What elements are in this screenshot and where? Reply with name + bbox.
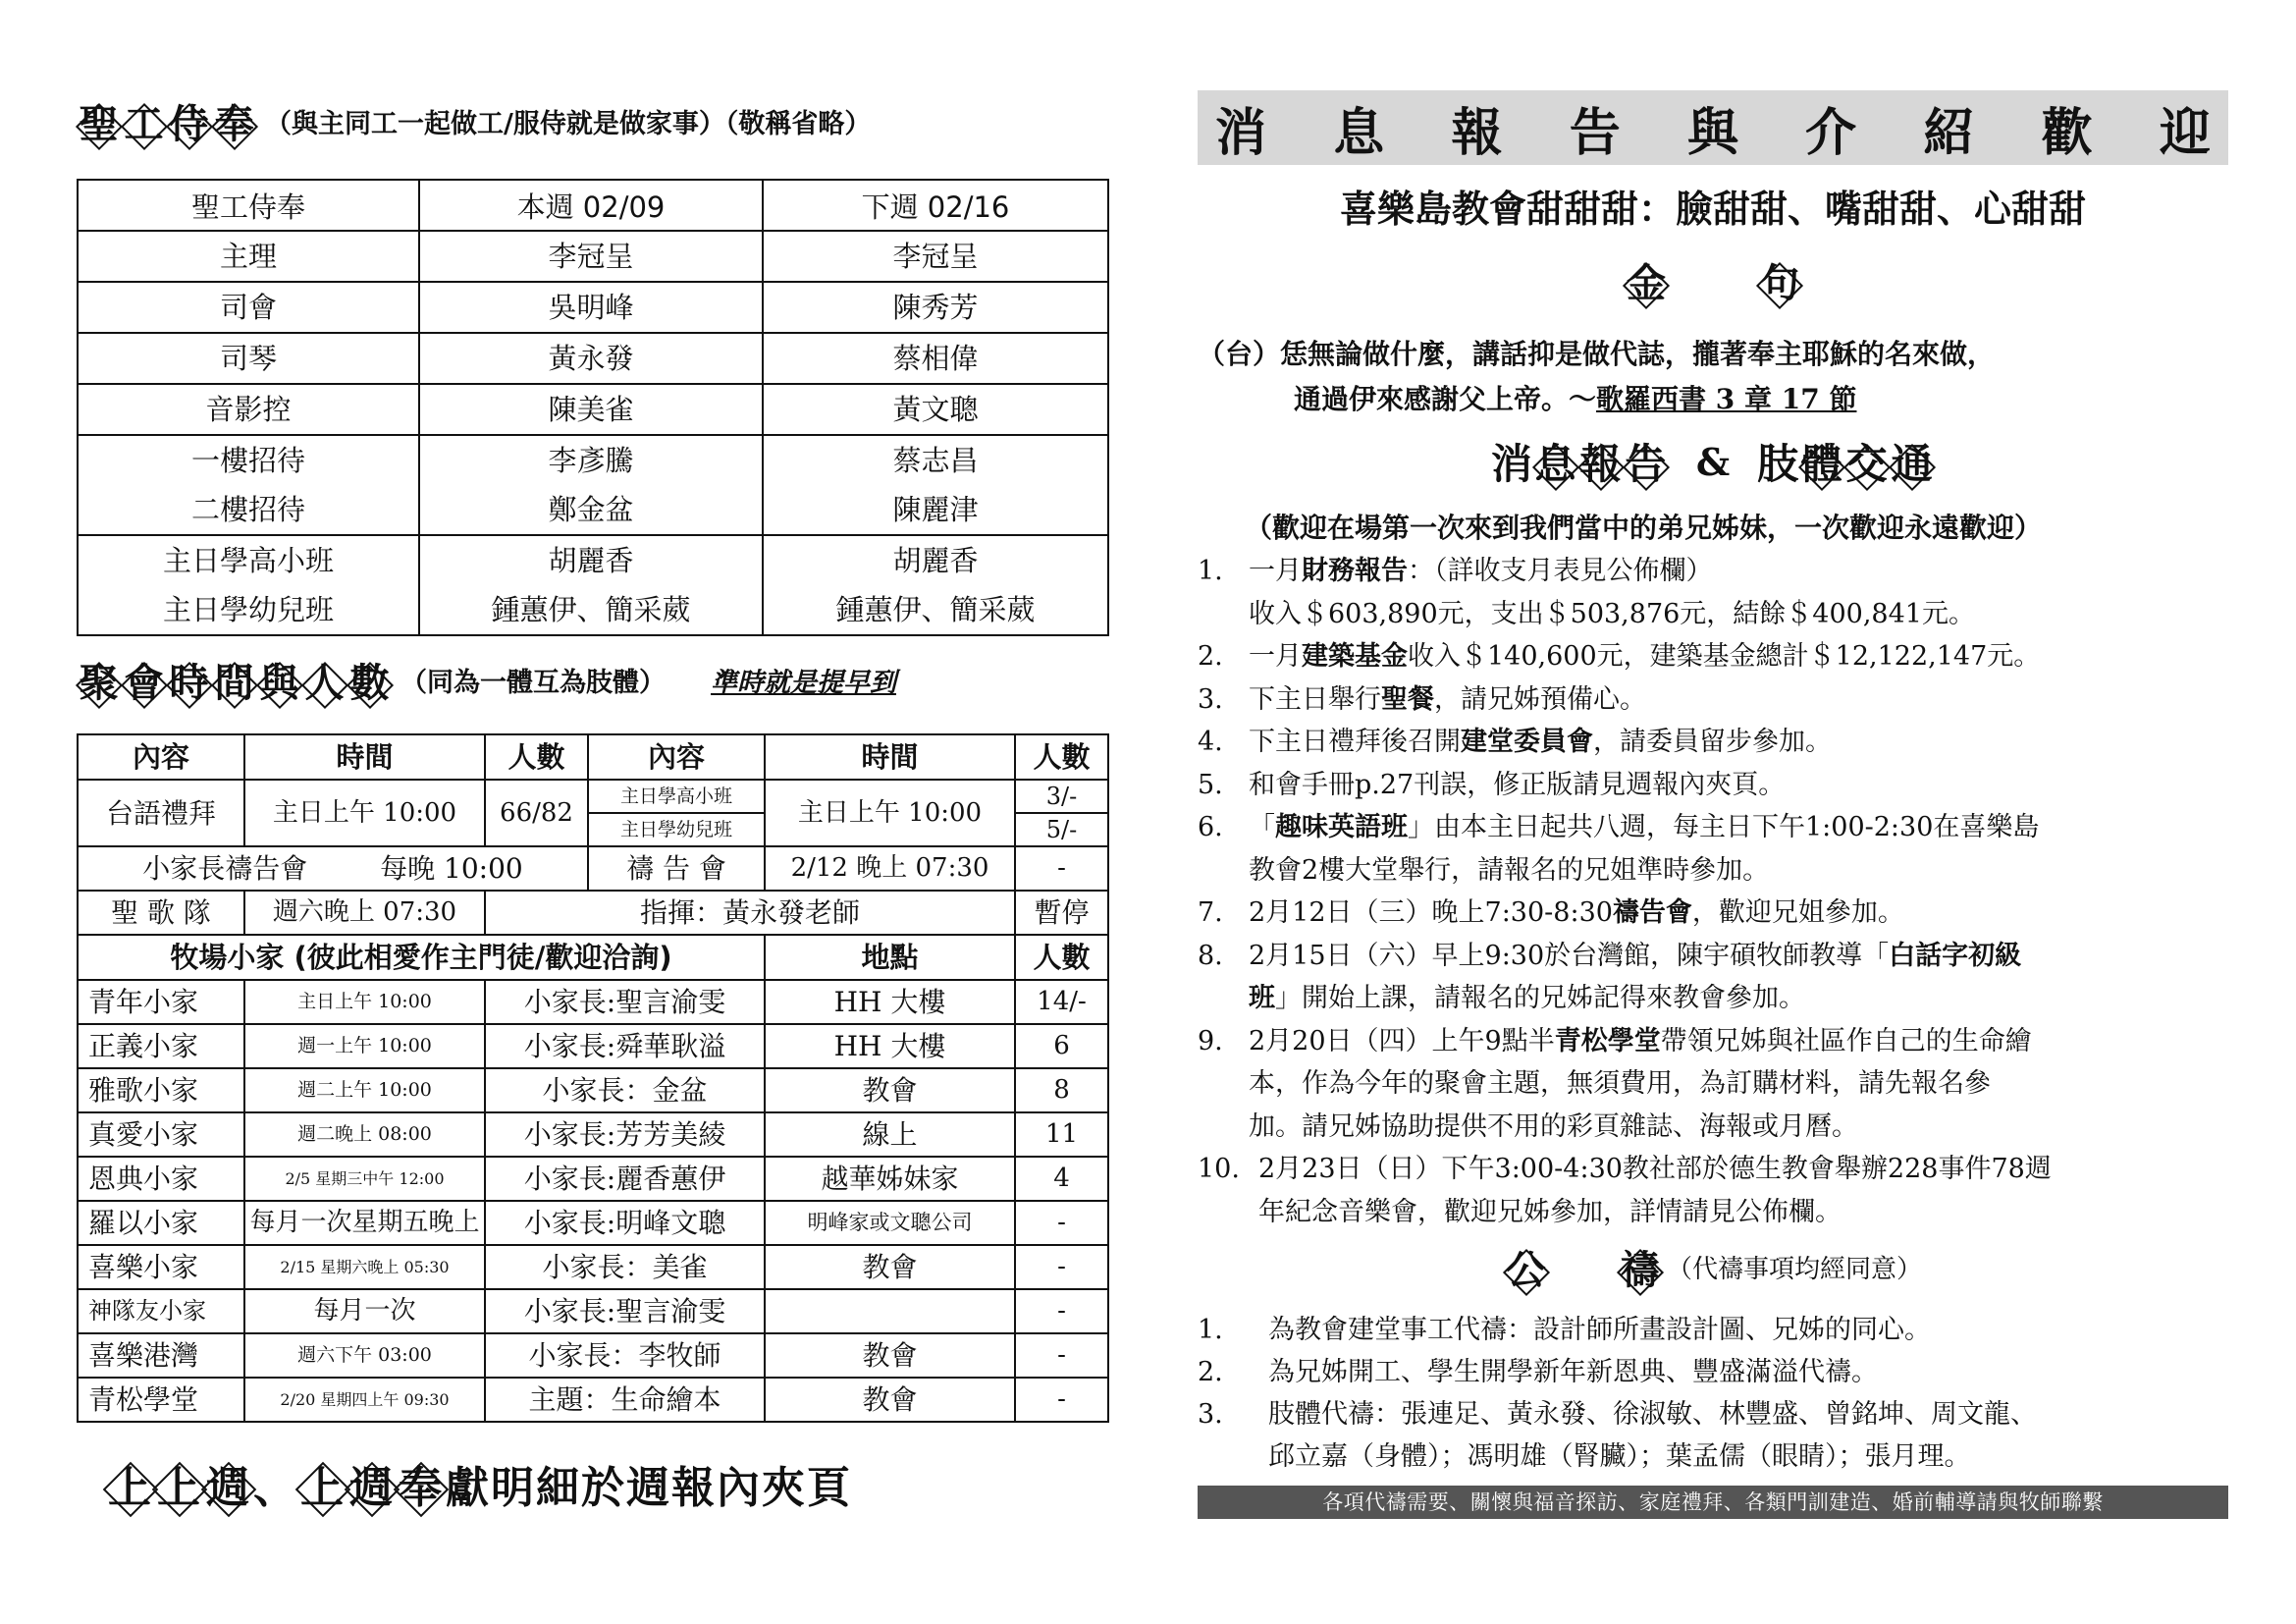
news-segment: 收入＄140,600元，建築基金總計＄12,122,147元。 — [1408, 641, 2041, 672]
verse-reference: 歌羅西書 3 章 17 節 — [1596, 383, 1857, 415]
news-banner — [1198, 90, 2228, 165]
news-item — [1198, 935, 2228, 1020]
group-count: - — [1015, 1378, 1108, 1422]
news-segment: 和會手冊p.27刊誤，修正版請見週報內夾頁。 — [1249, 769, 1786, 800]
news-segment: 加。請兄姊協助提供不用的彩頁雜誌、海報或月曆。 — [1249, 1110, 1858, 1142]
group-leader: 小家長:明峰文聰 — [485, 1201, 765, 1245]
group-header-place: 地點 — [765, 935, 1015, 980]
news-line — [1258, 1191, 2228, 1234]
news-title-b-char: 交 — [1844, 432, 1890, 491]
news-emphasis: 建築基金 — [1302, 641, 1408, 672]
worship-count: 66/82 — [485, 780, 588, 846]
service-title-char: 侍 — [167, 93, 212, 149]
prayer-line: 為兄姊開工、學生開學新年新恩典、豐盛滿溢代禱。 — [1268, 1357, 1878, 1387]
group-row — [78, 1068, 1108, 1112]
service-header-role: 聖工侍奉 — [78, 180, 419, 231]
offering-note-char: 報 — [671, 1463, 717, 1513]
news-emphasis: 白話字初級 — [1889, 940, 2022, 971]
news-line — [1249, 721, 2228, 764]
group-row — [78, 1112, 1108, 1157]
news-item — [1198, 806, 2228, 892]
news-text — [1258, 1148, 2228, 1233]
news-emphasis: 趣味英語班 — [1275, 812, 1408, 842]
news-line — [1249, 806, 2228, 849]
service-row — [78, 231, 1108, 282]
golden-verse-char: 金 — [1624, 252, 1669, 308]
banner-char: 消 — [1215, 102, 1267, 163]
news-list — [1198, 550, 2228, 1233]
news-emphasis: 青松學堂 — [1554, 1025, 1661, 1056]
meeting-heading — [77, 652, 1107, 708]
choir-name: 聖 歌 隊 — [78, 891, 244, 935]
meeting-title-char: 會 — [122, 652, 167, 708]
group-name: 正義小家 — [78, 1024, 244, 1068]
offering-note-char: 、 — [253, 1463, 298, 1513]
group-name: 真愛小家 — [78, 1112, 244, 1157]
prayer-title-char: 禱 — [1618, 1239, 1663, 1295]
group-name: 神隊友小家 — [78, 1289, 244, 1333]
prayer-list — [1198, 1309, 2228, 1478]
news-emphasis: 禱告會 — [1612, 897, 1692, 928]
news-item — [1198, 721, 2228, 764]
service-this-week: 吳明峰 — [419, 282, 763, 333]
meeting-header-time: 時間 — [244, 734, 485, 780]
news-title-b-char: 肢 — [1757, 440, 1800, 488]
banner-char: 息 — [1333, 102, 1385, 163]
sunday-class-2: 主日學幼兒班 — [588, 813, 765, 846]
group-place: HH 大樓 — [765, 1024, 1015, 1068]
prayer-number: 3. — [1198, 1399, 1223, 1430]
banner-char: 與 — [1686, 102, 1738, 163]
meeting-title-char: 數 — [347, 652, 393, 708]
meeting-table — [77, 733, 1109, 1423]
sunday-school-this-week: 胡麗香 鍾蕙伊、簡采葳 — [419, 535, 763, 635]
service-this-week: 陳美雀 — [419, 384, 763, 435]
offering-note-char: 獻 — [446, 1463, 491, 1513]
news-title-b-char: 通 — [1890, 432, 1935, 491]
group-leader: 小家長:麗香蕙伊 — [485, 1157, 765, 1201]
group-place: HH 大樓 — [765, 980, 1015, 1024]
meeting-title-char: 與 — [257, 652, 302, 708]
group-time: 2/20 星期四上午 09:30 — [244, 1378, 485, 1422]
news-segment: 」開始上課，請報名的兄姊記得來教會參加。 — [1275, 983, 1805, 1013]
group-row — [78, 1333, 1108, 1378]
meeting-title-char: 時 — [167, 652, 212, 708]
news-item — [1198, 550, 2228, 635]
banner-char: 報 — [1451, 102, 1503, 163]
verse-line-1: （台）恁無論做什麼，講話抑是做代誌，攏著奉主耶穌的名來做， — [1198, 338, 1996, 370]
group-header-title: 牧場小家 (彼此相愛作主門徒/歡迎洽詢) — [78, 935, 765, 980]
group-name: 喜樂小家 — [78, 1245, 244, 1289]
offering-note-char: 於 — [581, 1463, 626, 1513]
news-line — [1258, 1148, 2228, 1191]
news-line — [1249, 635, 2228, 678]
news-segment: 」由本主日起共八週，每主日下午1:00-2:30在喜樂島 — [1408, 812, 2040, 842]
offering-note-char: 夾 — [762, 1463, 807, 1513]
news-title-a-char: 消 — [1490, 440, 1533, 488]
news-item — [1198, 678, 2228, 722]
news-item — [1198, 892, 2228, 935]
ushers-next-week: 蔡志昌 陳麗津 — [763, 435, 1108, 535]
meeting-note: （同為一體互為肢體） — [400, 668, 666, 698]
news-segment: 2月12日（三）晚上7:30-8:30 — [1249, 897, 1613, 928]
banner-char: 歡 — [2041, 102, 2093, 163]
offering-note-char: 上 — [106, 1452, 155, 1515]
service-next-week: 陳秀芳 — [763, 282, 1108, 333]
banner-char: 紹 — [1923, 102, 1975, 163]
golden-verse-title — [1198, 252, 2228, 308]
group-leader: 小家長:聖言渝雯 — [485, 1289, 765, 1333]
news-segment: 下主日舉行 — [1249, 683, 1381, 715]
news-number: 5. — [1198, 769, 1223, 800]
sunday-class-1-count: 3/- — [1015, 780, 1108, 813]
news-segment: ，歡迎兄姐參加。 — [1691, 897, 1904, 928]
offering-note-char: 奉 — [397, 1452, 446, 1515]
news-segment: 教會2樓大堂舉行，請報名的兄姐準時參加。 — [1249, 854, 1770, 886]
news-line — [1249, 550, 2228, 593]
group-leader: 小家長：李牧師 — [485, 1333, 765, 1378]
service-role: 音影控 — [78, 384, 419, 435]
group-time: 週一上午 10:00 — [244, 1024, 485, 1068]
news-line — [1249, 593, 2228, 636]
group-row — [78, 1378, 1108, 1422]
service-row — [78, 384, 1108, 435]
group-time: 週六下午 03:00 — [244, 1333, 485, 1378]
news-number: 7. — [1198, 897, 1223, 928]
group-row — [78, 1245, 1108, 1289]
left-page — [77, 93, 1107, 1515]
prayer-meeting-name: 禱 告 會 — [588, 846, 765, 891]
offering-note-char: 週 — [347, 1452, 397, 1515]
group-place: 明峰家或文聰公司 — [765, 1201, 1015, 1245]
news-title-a-char: 報 — [1578, 432, 1624, 491]
group-count: 4 — [1015, 1157, 1108, 1201]
group-count: 14/- — [1015, 980, 1108, 1024]
worship-name: 台語禮拜 — [78, 780, 244, 846]
group-place: 教會 — [765, 1378, 1015, 1422]
group-time: 每月一次星期五晚上 — [244, 1201, 485, 1245]
service-role: 司會 — [78, 282, 419, 333]
news-line — [1249, 764, 2228, 807]
group-place: 線上 — [765, 1112, 1015, 1157]
group-time: 每月一次 — [244, 1289, 485, 1333]
group-time: 2/5 星期三中午 12:00 — [244, 1157, 485, 1201]
service-header-next-week: 下週 02/16 — [763, 180, 1108, 231]
leaders-prayer-row — [78, 846, 588, 891]
news-emphasis: 建堂委員會 — [1461, 727, 1593, 757]
news-line — [1249, 892, 2228, 935]
service-next-week: 蔡相偉 — [763, 333, 1108, 384]
news-title-amp: & — [1695, 439, 1731, 484]
prayer-meeting-time: 2/12 晚上 07:30 — [765, 846, 1015, 891]
news-segment: 帶領兄姊與社區作自己的生命繪 — [1660, 1025, 2032, 1056]
meeting-title-char: 人 — [302, 652, 347, 708]
right-page — [1198, 90, 2228, 1519]
offering-note — [106, 1452, 1107, 1515]
news-text — [1249, 721, 2228, 764]
news-segment: 2月20日（四）上午9點半 — [1249, 1025, 1555, 1056]
group-row — [78, 1024, 1108, 1068]
news-segment: 收入＄603,890元，支出＄503,876元，結餘＄400,841元。 — [1249, 598, 1975, 629]
group-time: 2/15 星期六晚上 05:30 — [244, 1245, 485, 1289]
service-table — [77, 179, 1109, 636]
news-text — [1249, 1020, 2228, 1149]
ushers-roles: 一樓招待 二樓招待 — [78, 435, 419, 535]
group-place: 教會 — [765, 1245, 1015, 1289]
meeting-header-count: 人數 — [485, 734, 588, 780]
prayer-item — [1198, 1351, 2228, 1393]
prayer-text — [1268, 1309, 1931, 1351]
news-number: 9. — [1198, 1025, 1223, 1056]
leaders-prayer-time: 每晚 10:00 — [380, 852, 523, 885]
group-row — [78, 980, 1108, 1024]
news-segment: ，請委員留步參加。 — [1593, 727, 1832, 757]
group-time: 週二上午 10:00 — [244, 1068, 485, 1112]
news-title-a-char: 告 — [1624, 432, 1669, 491]
group-header-count: 人數 — [1015, 935, 1108, 980]
prayer-item — [1198, 1309, 2228, 1351]
news-text — [1249, 806, 2228, 892]
news-item — [1198, 635, 2228, 678]
group-place: 教會 — [765, 1068, 1015, 1112]
news-segment: 一月 — [1249, 556, 1302, 586]
welcome-note: （歡迎在場第一次來到我們當中的弟兄姊妹，一次歡迎永遠歡迎） — [1245, 512, 2043, 544]
offering-note-char: 上 — [155, 1452, 204, 1515]
prayer-number: 1. — [1198, 1315, 1223, 1345]
news-item — [1198, 764, 2228, 807]
news-item — [1198, 1020, 2228, 1149]
service-title — [77, 93, 257, 149]
sunday-class-time: 主日上午 10:00 — [765, 780, 1015, 846]
meeting-title-char: 聚 — [77, 652, 122, 708]
news-segment: 一月 — [1249, 641, 1302, 672]
group-leader: 小家長：美雀 — [485, 1245, 765, 1289]
news-line — [1249, 1106, 2228, 1149]
prayer-meeting-count: - — [1015, 846, 1108, 891]
group-count: - — [1015, 1245, 1108, 1289]
group-name: 喜樂港灣 — [78, 1333, 244, 1378]
news-number: 8. — [1198, 940, 1223, 971]
group-row — [78, 1157, 1108, 1201]
verse-line-2: 通過伊來感謝父上帝。～歌羅西書 3 章 17 節 — [1294, 383, 1857, 415]
prayer-line: 肢體代禱：張連足、黃永發、徐淑敏、林豐盛、曾銘坤、周文龍、 — [1268, 1399, 2037, 1430]
golden-verse — [1198, 332, 2228, 422]
service-title-char: 奉 — [212, 93, 257, 149]
group-count: 8 — [1015, 1068, 1108, 1112]
group-count: 11 — [1015, 1112, 1108, 1157]
news-text — [1249, 678, 2228, 722]
service-role: 司琴 — [78, 333, 419, 384]
choir-conductor: 指揮：黃永發老師 — [485, 891, 1015, 935]
news-title-a-char: 息 — [1533, 432, 1578, 491]
group-place: 越華姊妹家 — [765, 1157, 1015, 1201]
service-this-week: 李冠呈 — [419, 231, 763, 282]
news-text — [1249, 550, 2228, 635]
group-name: 青年小家 — [78, 980, 244, 1024]
group-time: 主日上午 10:00 — [244, 980, 485, 1024]
news-text — [1249, 935, 2228, 1020]
news-number: 1. — [1198, 556, 1223, 586]
news-text — [1249, 892, 2228, 935]
news-segment: ：（詳收支月表見公佈欄） — [1408, 556, 1713, 586]
group-name: 雅歌小家 — [78, 1068, 244, 1112]
news-line — [1249, 977, 2228, 1020]
sunday-class-1: 主日學高小班 — [588, 780, 765, 813]
group-leader: 小家長:舜華耿溢 — [485, 1024, 765, 1068]
offering-note-char: 週 — [626, 1463, 671, 1513]
service-this-week: 黃永發 — [419, 333, 763, 384]
news-emphasis: 班 — [1249, 983, 1275, 1013]
group-name: 恩典小家 — [78, 1157, 244, 1201]
prayer-title-char: 公 — [1504, 1239, 1549, 1295]
group-leader: 主題：生命繪本 — [485, 1378, 765, 1422]
meeting-header-count-2: 人數 — [1015, 734, 1108, 780]
golden-verse-char: 句 — [1757, 252, 1802, 308]
news-line — [1249, 678, 2228, 722]
group-row — [78, 1289, 1108, 1333]
news-segment: 2月23日（日）下午3:00-4:30教社部於德生教會舉辦228事件78週 — [1258, 1154, 2052, 1184]
news-segment: 下主日禮拜後召開 — [1249, 727, 1461, 757]
service-heading — [77, 93, 1107, 149]
church-subtitle: 喜樂島教會甜甜甜：臉甜甜、嘴甜甜、心甜甜 — [1339, 187, 2086, 231]
banner-char: 迎 — [2159, 102, 2211, 163]
sunday-class-2-count: 5/- — [1015, 813, 1108, 846]
group-name: 青松學堂 — [78, 1378, 244, 1422]
offering-note-char: 明 — [491, 1463, 536, 1513]
news-emphasis: 聖餐 — [1381, 683, 1434, 715]
news-title — [1198, 432, 2228, 491]
group-count: - — [1015, 1201, 1108, 1245]
prayer-heading — [1198, 1239, 2228, 1295]
choir-status: 暫停 — [1015, 891, 1108, 935]
prayer-text — [1268, 1393, 2037, 1478]
worship-time: 主日上午 10:00 — [244, 780, 485, 846]
prayer-line: 為教會建堂事工代禱：設計師所畫設計圖、兄姊的同心。 — [1268, 1315, 1931, 1345]
news-title-part-1 — [1491, 432, 1669, 491]
service-role: 主理 — [78, 231, 419, 282]
news-number: 2. — [1198, 641, 1223, 672]
news-number: 6. — [1198, 812, 1223, 842]
meeting-header-content: 內容 — [78, 734, 244, 780]
sunday-school-next-week: 胡麗香 鍾蕙伊、簡采葳 — [763, 535, 1108, 635]
service-title-char: 聖 — [77, 93, 122, 149]
sunday-school-roles: 主日學高小班 主日學幼兒班 — [78, 535, 419, 635]
group-leader: 小家長：金盆 — [485, 1068, 765, 1112]
group-place — [765, 1289, 1015, 1333]
group-time: 週二晚上 08:00 — [244, 1112, 485, 1157]
group-leader: 小家長:芳芳美綾 — [485, 1112, 765, 1157]
prayer-note: （代禱事項均經同意） — [1666, 1255, 1922, 1284]
news-segment: ，請兄姊預備心。 — [1434, 683, 1646, 715]
service-title-char: 工 — [122, 93, 167, 149]
service-next-week: 黃文聰 — [763, 384, 1108, 435]
news-segment: 本，作為今年的聚會主題，無須費用，為訂購材料，請先報名參 — [1249, 1068, 1991, 1099]
news-number: 3. — [1198, 683, 1223, 715]
group-row — [78, 1201, 1108, 1245]
banner-char: 告 — [1569, 102, 1621, 163]
news-title-part-2 — [1757, 432, 1935, 491]
news-line — [1249, 935, 2228, 978]
prayer-text — [1268, 1351, 1878, 1393]
offering-note-char: 頁 — [807, 1463, 852, 1513]
banner-char: 介 — [1805, 102, 1857, 163]
news-number: 10. — [1198, 1154, 1240, 1184]
news-emphasis: 財務報告 — [1302, 556, 1408, 586]
meeting-title-char: 間 — [212, 652, 257, 708]
group-count: - — [1015, 1333, 1108, 1378]
news-segment: 「 — [1249, 812, 1275, 842]
offering-note-char: 上 — [298, 1452, 347, 1515]
news-line — [1249, 1020, 2228, 1063]
news-item — [1198, 1148, 2228, 1233]
service-row — [78, 333, 1108, 384]
news-segment: 年紀念音樂會，歡迎兄姊參加，詳情請見公佈欄。 — [1258, 1196, 1842, 1227]
prayer-number: 2. — [1198, 1357, 1223, 1387]
leaders-prayer-name: 小家長禱告會 — [142, 852, 308, 885]
news-text — [1249, 764, 2228, 807]
choir-time: 週六晚上 07:30 — [244, 891, 485, 935]
service-note: （與主同工一起做工/服侍就是做家事）（敬稱省略） — [265, 109, 872, 139]
service-row — [78, 282, 1108, 333]
meeting-slogan: 準時就是提早到 — [711, 668, 896, 698]
news-line — [1249, 1062, 2228, 1106]
group-name: 羅以小家 — [78, 1201, 244, 1245]
news-title-b-char: 體 — [1799, 432, 1844, 491]
news-segment: 2月15日（六）早上9:30於台灣館，陳宇碩牧師教導「 — [1249, 940, 1890, 971]
offering-note-char: 內 — [717, 1463, 762, 1513]
service-next-week: 李冠呈 — [763, 231, 1108, 282]
news-number: 4. — [1198, 727, 1223, 757]
meeting-header-content-2: 內容 — [588, 734, 765, 780]
ushers-this-week: 李彥騰 鄭金盆 — [419, 435, 763, 535]
news-line — [1249, 849, 2228, 893]
meeting-header-time-2: 時間 — [765, 734, 1015, 780]
news-text — [1249, 635, 2228, 678]
meeting-title — [77, 652, 393, 708]
offering-note-char: 細 — [536, 1463, 581, 1513]
contact-footer: 各項代禱需要、關懷與福音探訪、家庭禮拜、各類門訓建造、婚前輔導請與牧師聯繫 — [1198, 1486, 2228, 1519]
prayer-title — [1504, 1239, 1663, 1295]
group-count: - — [1015, 1289, 1108, 1333]
offering-note-char: 週 — [204, 1452, 253, 1515]
group-count: 6 — [1015, 1024, 1108, 1068]
service-header-this-week: 本週 02/09 — [419, 180, 763, 231]
group-place: 教會 — [765, 1333, 1015, 1378]
prayer-item — [1198, 1393, 2228, 1478]
group-leader: 小家長:聖言渝雯 — [485, 980, 765, 1024]
prayer-line: 邱立嘉（身體）；馮明雄（腎臟）；葉孟儒（眼睛）；張月理。 — [1268, 1441, 1971, 1472]
